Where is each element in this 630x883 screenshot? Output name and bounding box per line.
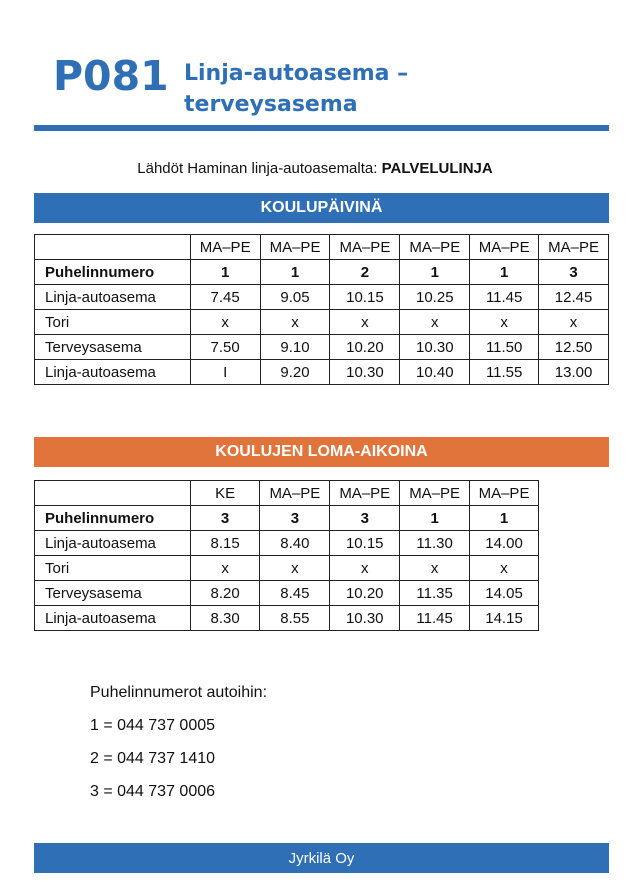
time-cell: 8.15 [190,531,260,556]
phone-numbers [90,683,267,815]
subtitle-line-type: PALVELULINJA [381,160,493,177]
time-cell: x [330,310,400,335]
table-row [35,335,609,360]
time-cell: 10.15 [330,531,400,556]
time-cell: x [539,310,609,335]
day-header: MA–PE [539,235,609,260]
time-cell: 10.25 [400,285,470,310]
route-name-line2: terveysasema [184,92,358,117]
time-cell: 10.30 [330,606,400,631]
subtitle [0,160,630,177]
time-cell: 14.05 [470,581,539,606]
phone-label: Puhelinnumero [35,260,191,285]
phone-numbers-title: Puhelinnumerot autoihin: [90,684,268,701]
holidays-heading: KOULUJEN LOMA-AIKOINA [34,437,609,467]
time-cell: 10.20 [330,581,400,606]
day-header: MA–PE [260,481,330,506]
phone-number-item: 2 = 044 737 1410 [90,750,216,767]
subtitle-prefix: Lähdöt Haminan linja-autoasemalta: [137,160,382,177]
time-cell: 13.00 [539,360,609,385]
day-header: MA–PE [400,235,470,260]
table-row [35,606,539,631]
phone-number-cell: 2 [330,260,400,285]
phone-number-cell: 1 [400,260,470,285]
time-cell: 12.45 [539,285,609,310]
time-cell: 7.50 [190,335,260,360]
time-cell: 8.40 [260,531,330,556]
time-cell: 10.40 [400,360,470,385]
phone-number-cell: 3 [330,506,400,531]
phone-number-item: 1 = 044 737 0005 [90,717,216,734]
phone-number-cell: 3 [539,260,609,285]
table-row [35,360,609,385]
time-cell: 10.30 [400,335,470,360]
stop-name: Linja-autoasema [35,531,191,556]
time-cell: 8.20 [190,581,260,606]
route-code: P081 [53,52,169,100]
phone-number-cell: 3 [190,506,260,531]
stop-name: Linja-autoasema [35,606,191,631]
day-header: MA–PE [330,235,400,260]
time-cell: 8.55 [260,606,330,631]
time-cell: 11.50 [470,335,539,360]
time-cell: 14.15 [470,606,539,631]
time-cell: 11.45 [400,606,470,631]
table-row [35,581,539,606]
holidays-table [34,480,539,631]
time-cell: x [190,310,260,335]
route-name [184,58,408,120]
time-cell: 9.05 [260,285,330,310]
time-cell: 9.20 [260,360,330,385]
day-header: KE [190,481,260,506]
title-divider [34,125,609,131]
phone-number-cell: 1 [260,260,330,285]
phone-number-cell: 1 [400,506,470,531]
day-header: MA–PE [260,235,330,260]
school-days-heading: KOULUPÄIVINÄ [34,193,609,223]
time-cell: x [260,310,330,335]
table-row [35,285,609,310]
day-header: MA–PE [400,481,470,506]
phone-number-cell: 1 [190,260,260,285]
stop-name: Linja-autoasema [35,360,191,385]
day-header: MA–PE [470,481,539,506]
phone-number-cell: 1 [470,506,539,531]
time-cell: I [190,360,260,385]
stop-name: Tori [35,556,191,581]
time-cell: 11.55 [470,360,539,385]
time-cell: 10.20 [330,335,400,360]
phone-row [35,260,609,285]
day-header: MA–PE [470,235,539,260]
table-row [35,556,539,581]
company-footer: Jyrkilä Oy [34,843,609,873]
table-row [35,310,609,335]
phone-row [35,506,539,531]
time-cell: 8.30 [190,606,260,631]
time-cell: 11.35 [400,581,470,606]
table-header-row [35,481,539,506]
day-header: MA–PE [190,235,260,260]
header-blank-cell [35,235,191,260]
day-header: MA–PE [330,481,400,506]
header-blank-cell [35,481,191,506]
stop-name: Terveysasema [35,335,191,360]
time-cell: x [470,310,539,335]
time-cell: 10.15 [330,285,400,310]
phone-label: Puhelinnumero [35,506,191,531]
time-cell: 9.10 [260,335,330,360]
time-cell: 10.30 [330,360,400,385]
time-cell: 7.45 [190,285,260,310]
stop-name: Tori [35,310,191,335]
time-cell: x [260,556,330,581]
stop-name: Terveysasema [35,581,191,606]
phone-number-item: 3 = 044 737 0006 [90,783,216,800]
time-cell: x [330,556,400,581]
time-cell: x [400,310,470,335]
phone-number-cell: 1 [470,260,539,285]
time-cell: x [190,556,260,581]
time-cell: 11.45 [470,285,539,310]
time-cell: 12.50 [539,335,609,360]
time-cell: 11.30 [400,531,470,556]
time-cell: x [400,556,470,581]
school-days-table [34,234,609,385]
time-cell: 14.00 [470,531,539,556]
time-cell: 8.45 [260,581,330,606]
stop-name: Linja-autoasema [35,285,191,310]
time-cell: x [470,556,539,581]
table-header-row [35,235,609,260]
phone-number-cell: 3 [260,506,330,531]
route-name-line1: Linja-autoasema – [184,61,409,86]
table-row [35,531,539,556]
